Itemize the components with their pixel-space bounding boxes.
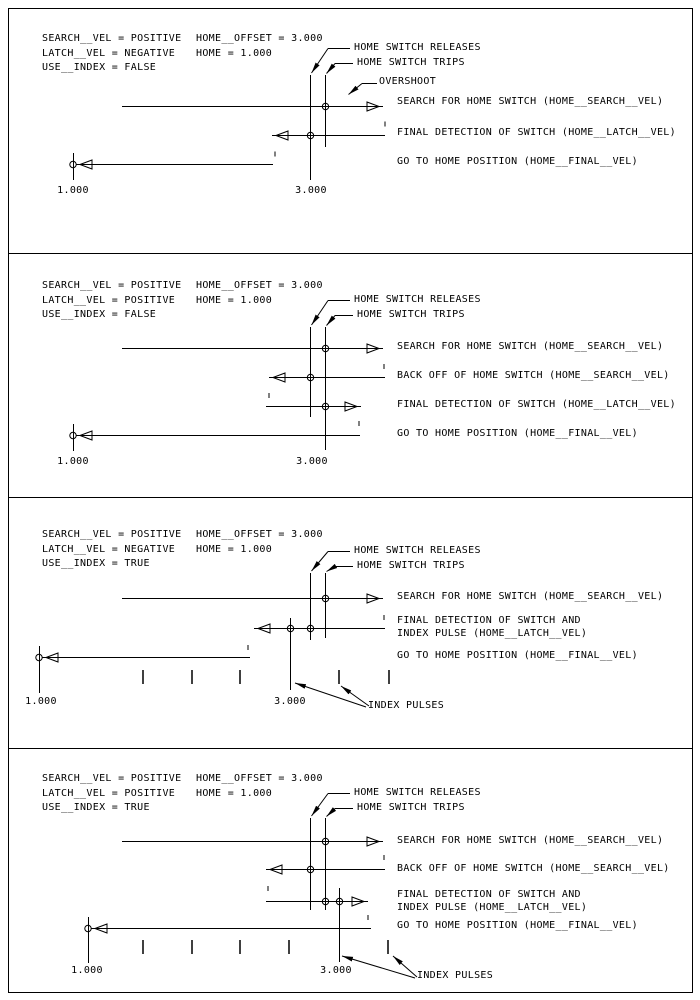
callout-home-switch-releases: HOME SWITCH RELEASES [354,545,481,556]
callout-home-switch-trips: HOME SWITCH TRIPS [357,57,465,68]
axis-label-offset: 3.000 [274,696,306,707]
step-label-gohome: GO TO HOME POSITION (HOME__FINAL__VEL) [397,650,638,661]
step-label-final [397,888,587,914]
step-label-search: SEARCH FOR HOME SWITCH (HOME__SEARCH__VEL) [397,341,664,352]
param-line: LATCH__VEL = NEGATIVE [42,47,176,59]
callout-home-switch-trips: HOME SWITCH TRIPS [357,802,465,813]
callout-home-switch-releases: HOME SWITCH RELEASES [354,787,481,798]
callout-home-switch-releases: HOME SWITCH RELEASES [354,42,481,53]
step-label-final: FINAL DETECTION OF SWITCH (HOME__LATCH__VEL) [397,399,676,410]
callout-home-switch-trips: HOME SWITCH TRIPS [357,560,465,571]
param-line: SEARCH__VEL = POSITIVE [42,773,182,784]
callout-overshoot: OVERSHOOT [379,76,437,87]
param-line: SEARCH__VEL = POSITIVE [42,33,182,44]
param-line: HOME__OFFSET = 3.000 [196,773,323,784]
callout-home-switch-releases: HOME SWITCH RELEASES [354,294,481,305]
step-label-final-line1: FINAL DETECTION OF SWITCH AND [397,615,581,626]
param-line: USE__INDEX = FALSE [42,62,157,73]
param-line: LATCH__VEL = POSITIVE [42,787,176,799]
param-line: SEARCH__VEL = POSITIVE [42,280,182,291]
param-line: USE__INDEX = FALSE [42,309,157,320]
param-line: HOME = 1.000 [196,787,273,799]
callout-home-switch-trips: HOME SWITCH TRIPS [357,309,465,320]
step-label-backoff: BACK OFF OF HOME SWITCH (HOME__SEARCH__VEL) [397,370,670,381]
param-line: HOME__OFFSET = 3.000 [196,529,323,540]
param-line: LATCH__VEL = NEGATIVE [42,543,176,555]
step-label-search: SEARCH FOR HOME SWITCH (HOME__SEARCH__VEL) [397,96,664,107]
index-pulses-label: INDEX PULSES [417,970,494,981]
step-label-gohome: GO TO HOME POSITION (HOME__FINAL__VEL) [397,920,638,931]
step-label-search: SEARCH FOR HOME SWITCH (HOME__SEARCH__VEL) [397,591,664,602]
param-line: HOME = 1.000 [196,543,273,555]
param-line: LATCH__VEL = POSITIVE [42,294,176,306]
index-pulses-label: INDEX PULSES [368,700,445,711]
param-line: USE__INDEX = TRUE [42,558,150,569]
axis-label-offset: 3.000 [320,965,352,976]
step-label-search: SEARCH FOR HOME SWITCH (HOME__SEARCH__VEL) [397,835,664,846]
step-label-final-line1: FINAL DETECTION OF SWITCH AND [397,889,581,900]
axis-label-home: 1.000 [71,965,103,976]
step-label-gohome: GO TO HOME POSITION (HOME__FINAL__VEL) [397,428,638,439]
step-label-final-line2: INDEX PULSE (HOME__LATCH__VEL) [397,902,588,913]
axis-label-offset: 3.000 [296,456,328,467]
param-line: HOME = 1.000 [196,294,273,306]
axis-label-offset: 3.000 [295,185,327,196]
step-label-gohome: GO TO HOME POSITION (HOME__FINAL__VEL) [397,156,638,167]
step-label-final: FINAL DETECTION OF SWITCH (HOME__LATCH__VEL) [397,127,676,138]
step-label-backoff: BACK OFF OF HOME SWITCH (HOME__SEARCH__VEL) [397,863,670,874]
param-line: SEARCH__VEL = POSITIVE [42,529,182,540]
axis-label-home: 1.000 [25,696,57,707]
param-line: HOME__OFFSET = 3.000 [196,33,323,44]
param-line: USE__INDEX = TRUE [42,802,150,813]
param-line: HOME = 1.000 [196,47,273,59]
step-label-final-line2: INDEX PULSE (HOME__LATCH__VEL) [397,628,588,639]
param-line: HOME__OFFSET = 3.000 [196,280,323,291]
axis-label-home: 1.000 [57,185,89,196]
axis-label-home: 1.000 [57,456,89,467]
